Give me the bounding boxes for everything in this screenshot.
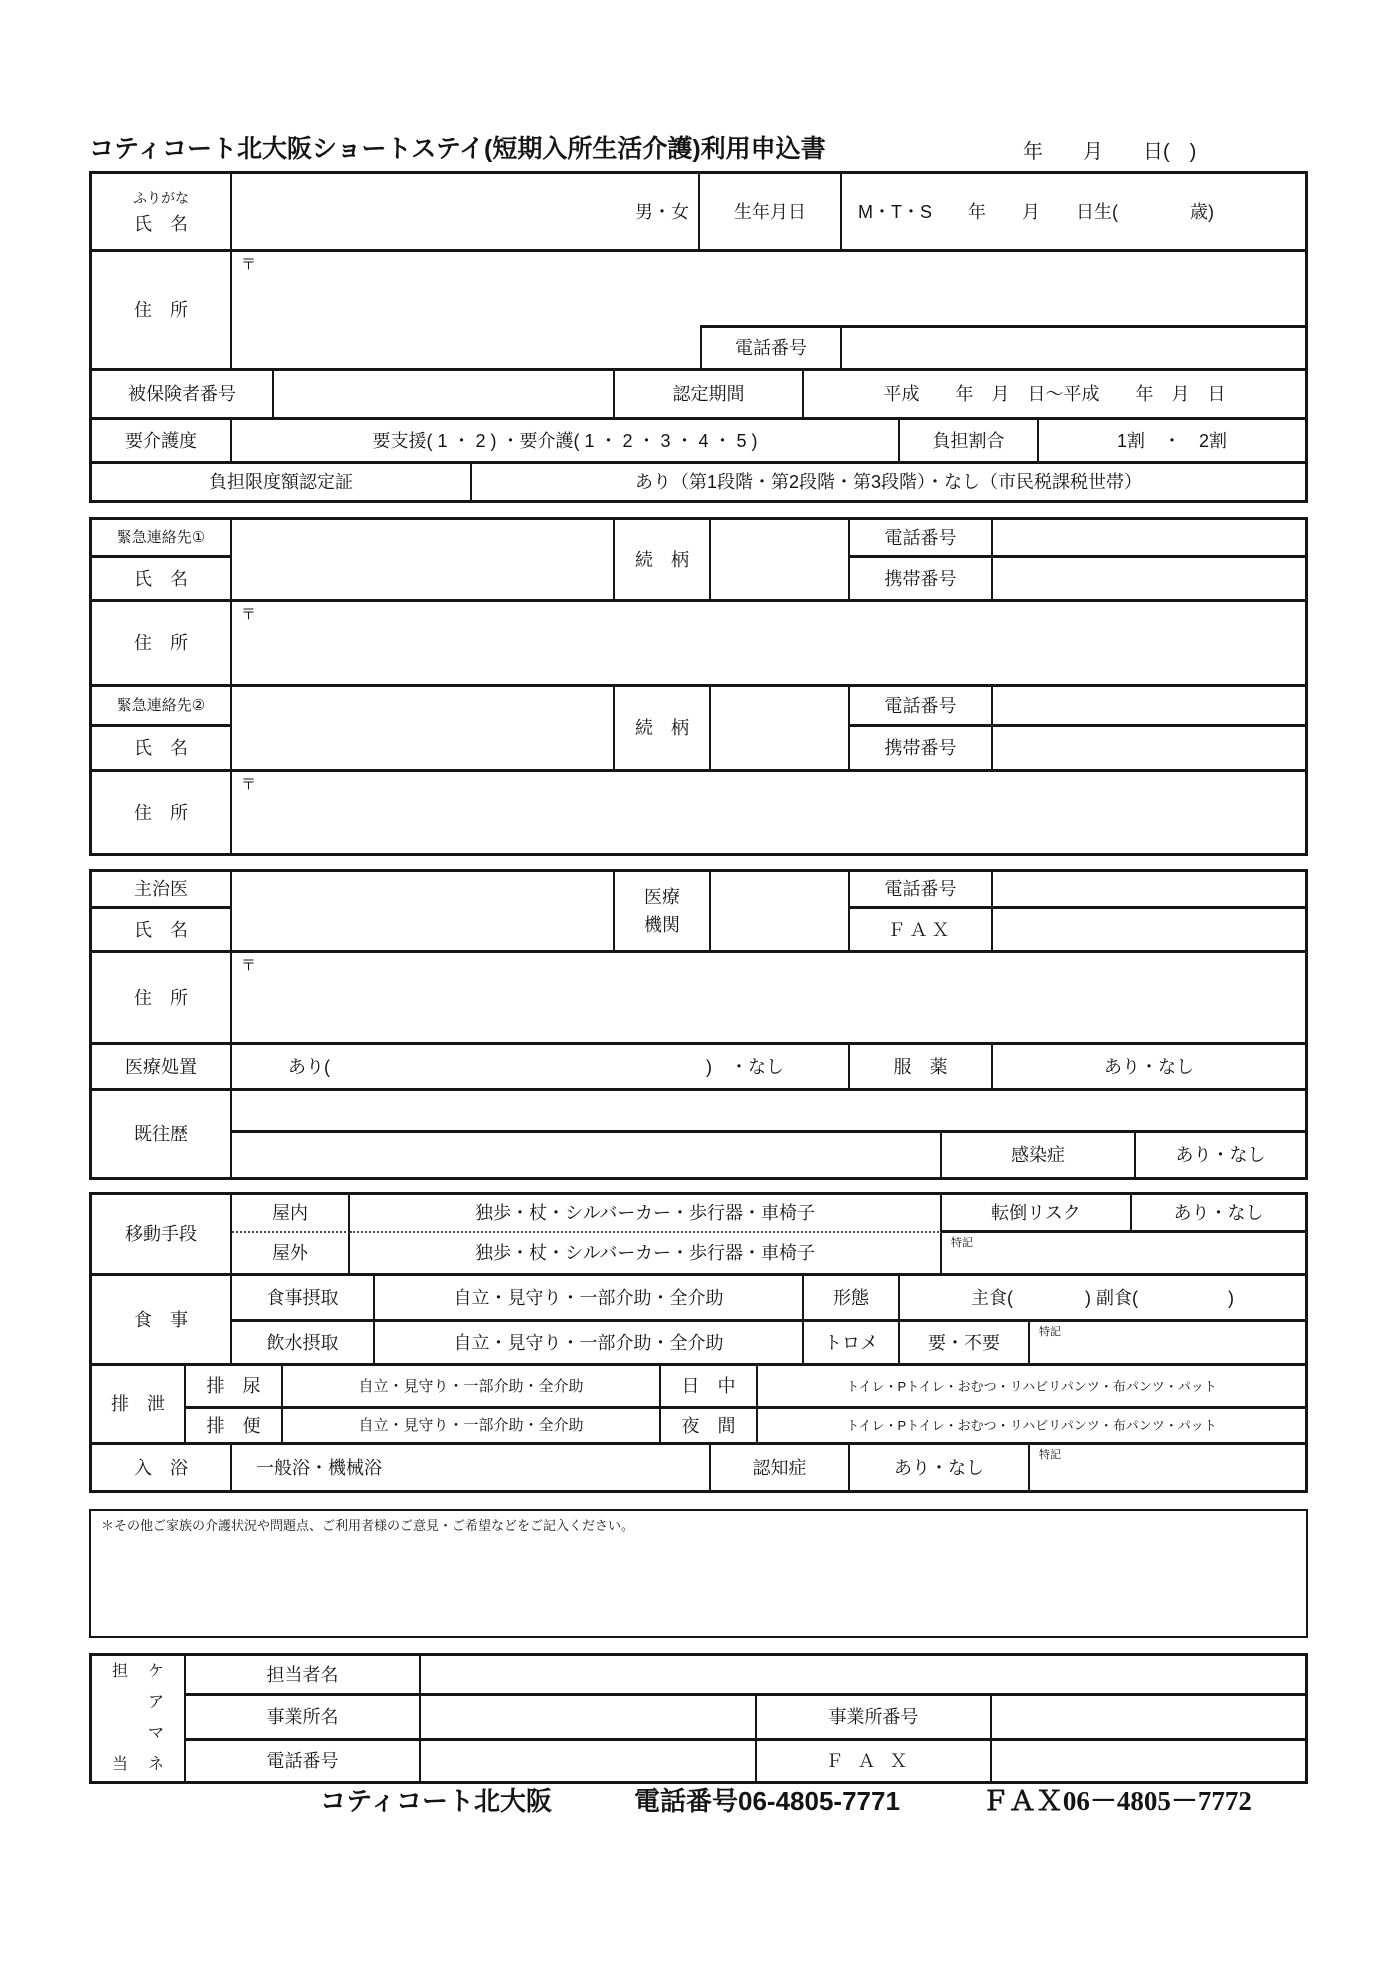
emergency1-phone-field[interactable] — [993, 520, 1305, 558]
fall-risk-options: あり・なし — [1132, 1195, 1305, 1233]
burden-ratio-options: 1割 ・ 2割 — [1039, 420, 1305, 464]
doctor-address-field[interactable] — [232, 953, 1305, 1045]
dementia-label: 認知症 — [711, 1445, 850, 1490]
emergency2-mobile-field[interactable] — [993, 727, 1305, 772]
fall-risk-label: 転倒リスク — [942, 1195, 1132, 1233]
care-level-options: 要支援( 1 ・ 2 ) ・要介護( 1 ・ 2 ・ 3 ・ 4 ・ 5 ) — [232, 420, 900, 464]
cm-phone-field[interactable] — [421, 1741, 757, 1781]
office-name-label: 事業所名 — [186, 1696, 421, 1741]
emergency1-label: 緊急連絡先① — [92, 520, 232, 558]
doctor-phone-label: 電話番号 — [850, 872, 993, 909]
insured-number-field[interactable] — [274, 371, 615, 420]
footer-contact-line — [0, 1788, 1400, 1815]
meal-intake-options: 自立・見守り・一部介助・全介助 — [375, 1276, 804, 1322]
form-date-line: 年 月 日( ) — [1023, 141, 1197, 163]
bath-options: 一般浴・機械浴 — [232, 1445, 711, 1490]
doctor-fax-label: ＦＡＸ — [850, 909, 993, 953]
care-manager-table — [89, 1653, 1308, 1784]
phone-field[interactable] — [842, 325, 1305, 371]
emergency2-phone-label: 電話番号 — [850, 687, 993, 727]
address-label: 住 所 — [92, 252, 232, 371]
name-field[interactable] — [232, 174, 700, 252]
indoor-label: 屋内 — [232, 1195, 350, 1233]
emergency2-name-label: 氏 名 — [92, 727, 232, 772]
drink-intake-options: 自立・見守り・一部介助・全介助 — [375, 1322, 804, 1366]
institution-label-line1: 医療 — [644, 887, 680, 907]
night-toilet-options: トイレ・Pトイレ・おむつ・リハビリパンツ・布パンツ・パット — [758, 1409, 1305, 1445]
outdoor-label: 屋外 — [232, 1233, 350, 1276]
note-label: 特記 — [1039, 1326, 1061, 1338]
urination-options: 自立・見守り・一部介助・全介助 — [283, 1366, 661, 1409]
birthdate-field[interactable]: M・T・S 年 月 日生( 歳) — [842, 174, 1305, 252]
vertical-label-char: 担 — [111, 1663, 128, 1680]
emergency1-relation-field[interactable] — [711, 520, 850, 602]
institution-field[interactable] — [711, 872, 850, 953]
emergency2-name-field[interactable] — [232, 687, 615, 772]
facility-name: コティコート北大阪 — [320, 1786, 552, 1816]
doctor-name-label: 氏 名 — [92, 909, 232, 953]
medication-options: あり・なし — [993, 1045, 1305, 1091]
history-field-bottom[interactable] — [232, 1133, 942, 1177]
facility-fax: ＦＡＸ06－4805－7772 — [981, 1786, 1252, 1816]
emergency-contacts-table — [89, 517, 1308, 856]
doctor-name-field[interactable] — [232, 872, 615, 953]
vertical-label-char: ケ — [148, 1663, 165, 1680]
care-manager-vertical-label — [92, 1656, 186, 1781]
emergency2-relation-label: 続 柄 — [615, 687, 711, 772]
birthdate-label: 生年月日 — [700, 174, 842, 252]
meal-intake-label: 食事摂取 — [232, 1276, 375, 1322]
facility-phone: 電話番号06-4805-7771 — [634, 1786, 900, 1816]
office-number-field[interactable] — [992, 1696, 1305, 1741]
defecation-label: 排 便 — [186, 1409, 283, 1445]
manager-name-field[interactable] — [421, 1656, 1305, 1696]
daytime-label: 日 中 — [661, 1366, 758, 1409]
staple-field[interactable]: 主食( ) 副食( ) — [900, 1276, 1305, 1322]
meal-form-label: 形態 — [804, 1276, 900, 1322]
cm-fax-label: ＦＡＸ — [757, 1741, 992, 1781]
manager-name-label: 担当者名 — [186, 1656, 421, 1696]
cert-period-label: 認定期間 — [615, 371, 804, 420]
applicant-table — [89, 171, 1308, 503]
furigana-label: ふりがな — [133, 189, 189, 206]
office-number-label: 事業所番号 — [757, 1696, 992, 1741]
furigana-name-label-cell — [92, 174, 232, 252]
notes-instruction: ＊その他ご家族の介護状況や問題点、ご利用者様のご意見・ご希望などをご記入ください。 — [101, 1518, 635, 1533]
night-label: 夜 間 — [661, 1409, 758, 1445]
limit-cert-options: あり（第1段階・第2段階・第3段階）・なし（市民税課税世帯） — [634, 472, 1143, 492]
emergency1-mobile-label: 携帯番号 — [850, 558, 993, 602]
gender-options: 男・女 — [635, 201, 689, 222]
infection-label: 感染症 — [942, 1133, 1136, 1177]
treatment-scaffold-right: ) ・なし — [706, 1056, 784, 1077]
insured-number-label: 被保険者番号 — [92, 371, 274, 420]
postal-mark: 〒 — [241, 776, 257, 793]
bath-note-field[interactable] — [1030, 1445, 1305, 1490]
emergency1-name-field[interactable] — [232, 520, 615, 602]
excretion-label: 排 泄 — [92, 1366, 186, 1445]
vertical-label-char: 当 — [111, 1756, 128, 1773]
postal-mark: 〒 — [241, 606, 257, 623]
emergency1-phone-label: 電話番号 — [850, 520, 993, 558]
doctor-address-label: 住 所 — [92, 953, 232, 1045]
institution-label-line2: 機関 — [644, 915, 680, 935]
vertical-label-char: マ — [148, 1725, 165, 1742]
emergency2-address-field[interactable] — [232, 772, 1305, 853]
treatment-label: 医療処置 — [92, 1045, 232, 1091]
name-label: 氏 名 — [134, 213, 188, 234]
treatment-field[interactable] — [232, 1045, 850, 1091]
indoor-options: 独歩・杖・シルバーカー・歩行器・車椅子 — [350, 1195, 942, 1233]
daytime-toilet-options: トイレ・Pトイレ・おむつ・リハビリパンツ・布パンツ・パット — [758, 1366, 1305, 1409]
defecation-options: 自立・見守り・一部介助・全介助 — [283, 1409, 661, 1445]
dementia-options: あり・なし — [850, 1445, 1030, 1490]
outdoor-options: 独歩・杖・シルバーカー・歩行器・車椅子 — [350, 1233, 942, 1276]
note-label: 特記 — [1039, 1449, 1061, 1461]
infection-options: あり・なし — [1175, 1145, 1266, 1165]
thickener-options: 要・不要 — [900, 1322, 1030, 1366]
emergency2-relation-field[interactable] — [711, 687, 850, 772]
emergency1-relation-label: 続 柄 — [615, 520, 711, 602]
history-field-top[interactable] — [232, 1091, 1305, 1133]
cert-period-field[interactable]: 平成 年 月 日～平成 年 月 日 — [804, 371, 1305, 420]
emergency2-phone-field[interactable] — [993, 687, 1305, 727]
postal-mark: 〒 — [241, 957, 257, 974]
form-title: コティコート北大阪ショートステイ(短期入所生活介護)利用申込書 — [89, 135, 826, 163]
doctor-fax-field[interactable] — [993, 909, 1305, 953]
thickener-label: トロメ — [804, 1322, 900, 1366]
doctor-table — [89, 869, 1308, 1180]
institution-label — [615, 872, 711, 953]
vertical-label-char: ア — [148, 1694, 165, 1711]
cm-fax-field[interactable] — [992, 1741, 1305, 1781]
office-name-field[interactable] — [421, 1696, 757, 1741]
care-level-label: 要介護度 — [92, 420, 232, 464]
meal-note-field[interactable] — [1030, 1322, 1305, 1366]
notes-box[interactable] — [89, 1509, 1308, 1638]
note-label: 特記 — [951, 1237, 973, 1249]
emergency1-address-field[interactable] — [232, 602, 1305, 687]
emergency1-name-label: 氏 名 — [92, 558, 232, 602]
doctor-label: 主治医 — [92, 872, 232, 909]
emergency1-address-label: 住 所 — [92, 602, 232, 687]
urination-label: 排 尿 — [186, 1366, 283, 1409]
doctor-phone-field[interactable] — [993, 872, 1305, 909]
medication-label: 服 薬 — [850, 1045, 993, 1091]
limit-cert-label: 負担限度額認定証 — [92, 464, 472, 500]
treatment-scaffold-left: あり( — [288, 1056, 330, 1077]
burden-ratio-label: 負担割合 — [900, 420, 1039, 464]
vertical-label-char: ネ — [148, 1756, 165, 1773]
adl-table — [89, 1192, 1308, 1493]
drink-intake-label: 飲水摂取 — [232, 1322, 375, 1366]
mobility-label: 移動手段 — [92, 1195, 232, 1276]
cm-phone-label: 電話番号 — [186, 1741, 421, 1781]
emergency2-address-label: 住 所 — [92, 772, 232, 853]
emergency2-label: 緊急連絡先② — [92, 687, 232, 727]
postal-mark: 〒 — [241, 256, 257, 273]
emergency1-mobile-field[interactable] — [993, 558, 1305, 602]
history-label: 既往歴 — [92, 1091, 232, 1177]
mobility-note-field[interactable] — [942, 1233, 1305, 1276]
meal-label: 食 事 — [92, 1276, 232, 1366]
bath-label: 入 浴 — [92, 1445, 232, 1490]
phone-label: 電話番号 — [700, 325, 842, 371]
emergency2-mobile-label: 携帯番号 — [850, 727, 993, 772]
